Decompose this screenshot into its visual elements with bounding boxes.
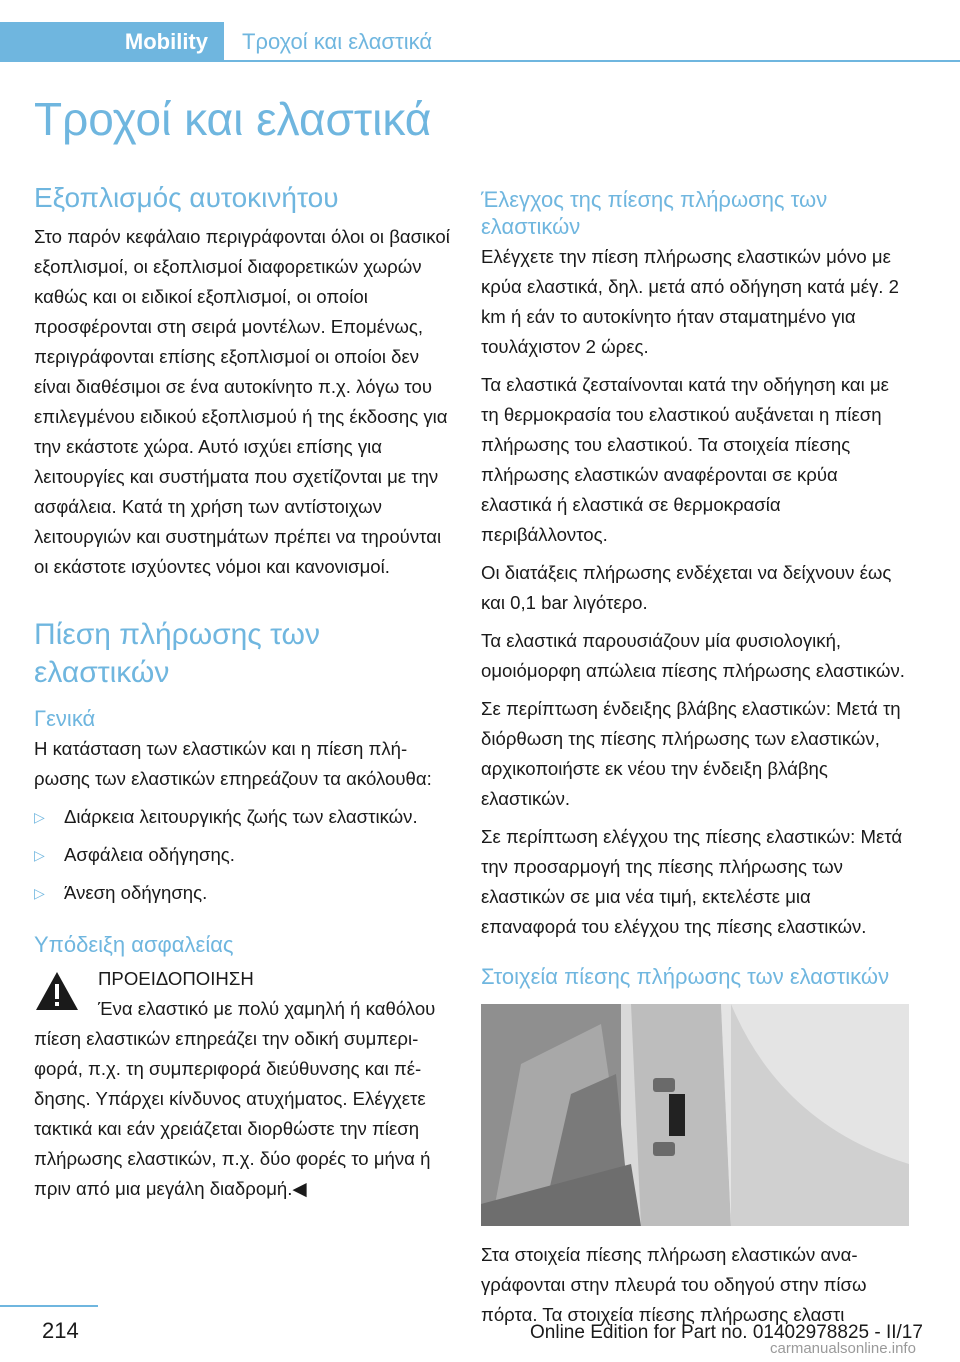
warning-text: πίεση ελαστικών επηρεάζει την οδική συμπεριφορά, π.χ. τη συμπεριφορά διεύθυνσης και πέδησης. Υπάρχει κίνδυνος ατυχήματος. Ελέγχετε τακτικά και εάν χρειάζεται διορθώστε την πίεση πλήρωσης ελαστικών, π.χ. δύο φορές το μήνα ή πριν από μια μεγάλη διαδρομή. bbox=[34, 1028, 431, 1199]
edition-text: Online Edition for Part no. 01402978825 - II/17 bbox=[530, 1322, 923, 1343]
paragraph: Σε περίπτωση ένδειξης βλάβης ελαστικών: Μετά τη διόρθωση της πίεσης πλήρωσης των ελαστικών, αρχικοποιήστε εκ νέου την ένδειξη βλάβης ελαστικών. bbox=[481, 698, 901, 809]
triangle-bullet-icon: ▷ bbox=[34, 809, 45, 825]
check-heading: Έλεγχος της πίεσης πλήρωσης των ελαστικών bbox=[481, 187, 828, 239]
paragraph: Τα ελαστικά παρουσιάζουν μία φυσιολογική, ομοιόμορφη απώλεια πίεσης πλήρωσης ελαστικών. bbox=[481, 630, 905, 681]
header-rule bbox=[0, 60, 960, 62]
warning-text-first-line: Ένα ελαστικό με πολύ χαμηλή ή καθόλου bbox=[98, 998, 436, 1019]
general-text: Η κατάσταση των ελαστικών και η πίεση πλήρωσης των ελαστικών επηρεάζουν τα ακόλουθα: bbox=[34, 738, 432, 789]
equipment-text: Στο παρόν κεφάλαιο περιγράφονται όλοι οι βασικοί εξοπλισμοί, οι εξοπλισμοί διαφορετικών χωρών καθώς και οι ειδικοί εξοπλισμοί, οι οποίοι προσφέρονται στη σειρά μοντέλων. Επομένως, περιγράφονται επίσης εξοπλισμοί οι οποίοι δεν είναι διαθέσιμοι σε ένα αυτοκίνητο π.χ. λόγω του επιλεγμένου ειδικού εξοπλισμού ή της έκδοσης για την εκάστοτε χώρα. Αυτό ισχύει επίσης για λειτουργίες και συστήματα που σχετίζονται με την ασφάλεια. Κατά τη χρήση των αντίστοιχων λειτουργιών και συστημάτων πρέπει να τηρούνται οι εκάστοτε ισχύοντες νόμοι και κανονισμοί. bbox=[34, 226, 450, 577]
effects-list bbox=[34, 802, 454, 908]
general-heading: Γενικά bbox=[34, 706, 96, 731]
triangle-bullet-icon: ▷ bbox=[34, 885, 45, 901]
door-pillar-photo bbox=[481, 1004, 909, 1226]
page-number: 214 bbox=[42, 1318, 79, 1343]
right-column bbox=[481, 186, 909, 1338]
list-item: ▷ Άνεση οδήγησης. bbox=[34, 878, 454, 908]
end-mark-icon: ◀ bbox=[292, 1178, 307, 1199]
warning-block bbox=[34, 964, 454, 1204]
warning-triangle-icon bbox=[34, 970, 80, 1012]
list-item: ▷ Διάρκεια λειτουργικής ζωής των ελαστικών. bbox=[34, 802, 454, 832]
chapter-tab: Τροχοί και ελαστικά bbox=[242, 29, 433, 54]
equipment-heading: Εξοπλισμός αυτοκινήτου bbox=[34, 182, 339, 213]
paragraph: Σε περίπτωση ελέγχου της πίεσης ελαστικών: Μετά την προσαρμογή της πίεσης πλήρωσης των ελαστικών σε μια νέα τιμή, εκτελέστε μια επαναφορά του ελέγχου της πίεσης ελαστικών. bbox=[481, 826, 903, 937]
watermark: carmanualsonline.info bbox=[770, 1340, 916, 1357]
page-title: Τροχοί και ελαστικά bbox=[34, 93, 432, 145]
triangle-bullet-icon: ▷ bbox=[34, 847, 45, 863]
section-tab: Mobility bbox=[0, 22, 224, 62]
pressure-heading: Πίεση πλήρωσης των ελαστικών bbox=[34, 618, 320, 689]
footer-rule bbox=[0, 1305, 98, 1307]
list-item: ▷ Ασφάλεια οδήγησης. bbox=[34, 840, 454, 870]
paragraph: Ελέγχετε την πίεση πλήρωσης ελαστικών μόνο με κρύα ελαστικά, δηλ. μετά από οδήγηση κατά μέγ. 2 km ή εάν το αυτοκίνητο ήταν σταματημένο για τουλάχιστον 2 ώρες. bbox=[481, 246, 899, 357]
data-heading: Στοιχεία πίεσης πλήρωσης των ελαστικών bbox=[481, 964, 890, 989]
left-column bbox=[34, 180, 454, 1204]
warning-label: ΠΡΟΕΙΔΟΠΟΙΗΣΗ bbox=[98, 968, 254, 989]
safety-heading: Υπόδειξη ασφαλείας bbox=[34, 932, 234, 957]
data-text: Στα στοιχεία πίεσης πλήρωση ελαστικών αναγράφονται στην πλευρά του οδηγού στην πίσω πόρτα. Τα στοιχεία πίεσης πλήρωσης ελαστι bbox=[481, 1244, 867, 1325]
paragraph: Τα ελαστικά ζεσταίνονται κατά την οδήγηση και με τη θερμοκρασία του ελαστικού αυξάνεται η πίεση πλήρωσης του ελαστικού. Τα στοιχεία πίεσης πλήρωσης ελαστικών αναφέρονται σε κρύα ελαστικά ή ελαστικά σε θερμοκρασία περιβάλλοντος. bbox=[481, 374, 889, 545]
paragraph: Οι διατάξεις πλήρωσης ενδέχεται να δείχνουν έως και 0,1 bar λιγότερο. bbox=[481, 562, 892, 613]
